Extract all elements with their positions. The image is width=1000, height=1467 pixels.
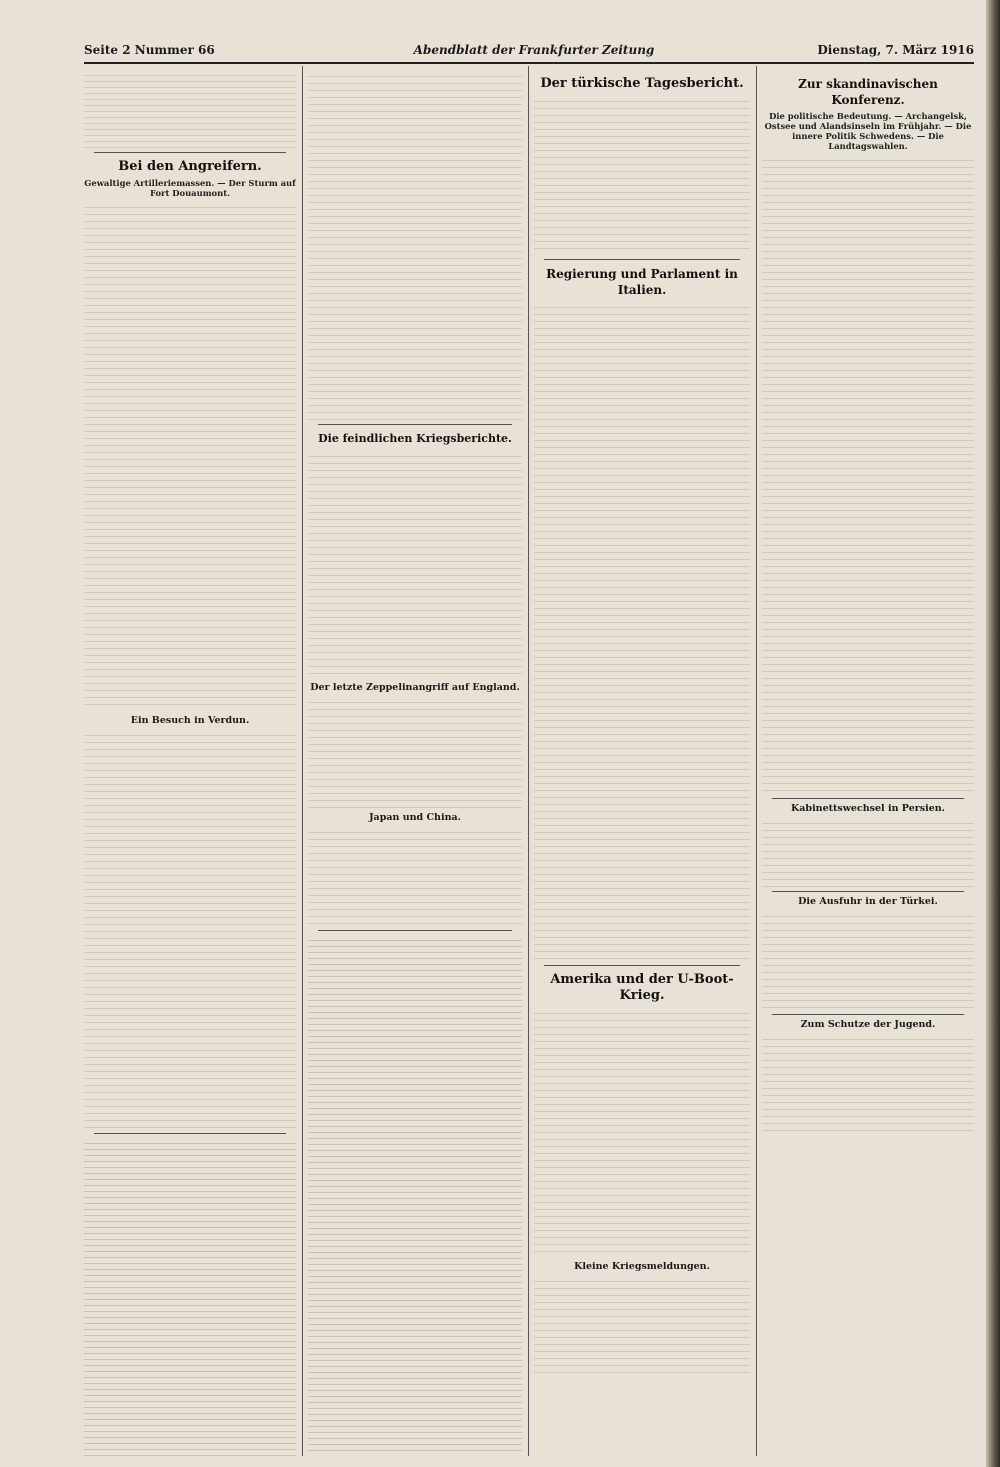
article-text bbox=[762, 154, 974, 794]
column-2 bbox=[308, 70, 522, 1460]
section-subheading: Die politische Bedeutung. — Archangelsk, Ostsee und Alandsinseln im Frühjahr. — Die innere Politik Schwedens. — Die Landtagswahlen. bbox=[764, 111, 972, 151]
page-number: Seite 2 Nummer 66 bbox=[84, 43, 215, 57]
feuilleton-text bbox=[308, 935, 522, 1455]
column-rule bbox=[756, 66, 757, 1456]
masthead bbox=[84, 40, 974, 64]
section-heading: Kleine Kriegsmeldungen. bbox=[574, 1261, 710, 1272]
section-heading: Japan und China. bbox=[369, 812, 461, 823]
book-binding bbox=[986, 0, 1000, 1467]
divider bbox=[544, 965, 740, 966]
column-rule bbox=[528, 66, 529, 1456]
article-text bbox=[308, 696, 522, 808]
article-text bbox=[762, 910, 974, 1010]
article-text bbox=[84, 201, 296, 711]
column-4 bbox=[762, 70, 974, 1460]
article-text bbox=[308, 70, 522, 420]
issue-date: Dienstag, 7. März 1916 bbox=[817, 43, 974, 57]
section-heading: Der letzte Zeppelinangriff auf England. bbox=[310, 682, 520, 693]
divider bbox=[318, 930, 512, 931]
section-heading: Bei den Angreifern. bbox=[118, 159, 262, 174]
section-heading: Der türkische Tagesbericht. bbox=[540, 76, 744, 91]
article-text bbox=[762, 1033, 974, 1133]
section-heading: Die feindlichen Kriegsberichte. bbox=[318, 432, 512, 445]
section-heading: Amerika und der U-Boot-Krieg. bbox=[550, 972, 734, 1003]
column-rule bbox=[302, 66, 303, 1456]
article-text bbox=[308, 450, 522, 678]
article-text bbox=[84, 729, 296, 1129]
section-heading: Zum Schutze der Jugend. bbox=[800, 1019, 936, 1030]
article-text bbox=[534, 1007, 750, 1257]
newspaper-title: Abendblatt der Frankfurter Zeitung bbox=[413, 43, 655, 57]
section-heading: Die Ausfuhr in der Türkei. bbox=[798, 896, 938, 907]
article-text bbox=[762, 817, 974, 887]
article-text bbox=[534, 1275, 750, 1375]
divider bbox=[94, 1133, 286, 1134]
section-heading: Regierung und Parlament in Italien. bbox=[546, 267, 738, 297]
column-1 bbox=[84, 70, 296, 1460]
article-text bbox=[308, 826, 522, 926]
divider bbox=[318, 424, 512, 425]
column-3 bbox=[534, 70, 750, 1460]
divider bbox=[544, 259, 740, 260]
divider bbox=[772, 1014, 964, 1015]
divider bbox=[94, 152, 286, 153]
section-subheading: Gewaltige Artilleriemassen. — Der Sturm auf Fort Douaumont. bbox=[84, 178, 296, 198]
section-heading: Zur skandinavischen Konferenz. bbox=[798, 77, 938, 107]
divider bbox=[772, 891, 964, 892]
article-text bbox=[534, 95, 750, 255]
divider bbox=[772, 798, 964, 799]
feuilleton-text bbox=[84, 1138, 296, 1460]
article-text bbox=[534, 301, 750, 961]
section-heading: Kabinettswechsel in Persien. bbox=[791, 803, 945, 814]
text-block bbox=[84, 70, 296, 148]
section-heading: Ein Besuch in Verdun. bbox=[130, 715, 250, 726]
